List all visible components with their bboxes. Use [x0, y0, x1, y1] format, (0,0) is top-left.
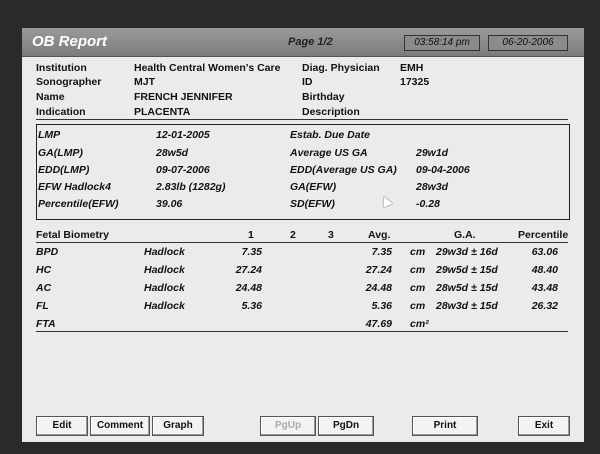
row-avg: 24.48	[365, 282, 392, 294]
efw-value: 2.83lb (1282g)	[156, 181, 226, 193]
id-label: ID	[302, 76, 313, 88]
sd-efw-label: SD(EFW)	[290, 198, 335, 210]
row-unit: cm	[410, 300, 426, 312]
sd-efw-value: -0.28	[416, 198, 440, 210]
row-ga: 29w3d ± 16d	[436, 246, 498, 258]
row-unit: cm	[410, 246, 426, 258]
row-percentile: 26.32	[531, 300, 558, 312]
row-avg: 27.24	[365, 264, 392, 276]
percentile-header: Percentile	[518, 229, 569, 241]
lmp-value: 12-01-2005	[156, 129, 210, 141]
name-label: Name	[36, 91, 65, 103]
diag-physician-label: Diag. Physician	[302, 62, 380, 74]
title-bar	[22, 28, 584, 57]
page-up-button[interactable]: PgUp	[260, 416, 316, 436]
edit-button[interactable]: Edit	[36, 416, 88, 436]
fetal-biometry-label: Fetal Biometry	[36, 229, 109, 241]
time-display: 03:58:14 pm	[404, 35, 480, 51]
percentile-efw-label: Percentile(EFW)	[38, 198, 119, 210]
indication-label: Indication	[36, 106, 86, 118]
row-m1: 24.48	[235, 282, 262, 294]
id-value: 17325	[400, 76, 430, 88]
row-m1: 27.24	[235, 264, 262, 276]
ga-header: G.A.	[454, 229, 476, 241]
avg-header: Avg.	[368, 229, 391, 241]
row-ga: 29w5d ± 15d	[436, 264, 498, 276]
page-indicator: Page 1/2	[288, 36, 333, 48]
row-name: HC	[36, 264, 52, 276]
row-m1: 7.35	[241, 246, 262, 258]
edd-lmp-value: 09-07-2006	[156, 164, 210, 176]
divider	[36, 242, 568, 243]
row-name: FTA	[36, 318, 56, 330]
row-method: Hadlock	[144, 300, 185, 312]
col-3-header: 3	[328, 229, 334, 241]
edd-average-us-ga-value: 09-04-2006	[416, 164, 470, 176]
indication-value: PLACENTA	[134, 106, 191, 118]
divider	[36, 119, 568, 120]
birthday-label: Birthday	[302, 91, 345, 103]
diag-physician-value: EMH	[400, 62, 424, 74]
sonographer-value: MJT	[134, 76, 155, 88]
ob-report-screen	[22, 28, 584, 442]
row-method: Hadlock	[144, 246, 185, 258]
row-unit: cm	[410, 264, 426, 276]
row-percentile: 43.48	[531, 282, 558, 294]
percentile-efw-value: 39.06	[156, 198, 183, 210]
institution-value: Health Central Women's Care	[134, 62, 281, 74]
sonographer-label: Sonographer	[36, 76, 102, 88]
row-m1: 5.36	[241, 300, 262, 312]
estab-due-date-label: Estab. Due Date	[290, 129, 370, 141]
average-us-ga-value: 29w1d	[416, 147, 449, 159]
row-name: BPD	[36, 246, 59, 258]
row-unit: cm	[410, 282, 426, 294]
graph-button[interactable]: Graph	[152, 416, 204, 436]
page-down-button[interactable]: PgDn	[318, 416, 374, 436]
comment-button[interactable]: Comment	[90, 416, 150, 436]
col-1-header: 1	[248, 229, 254, 241]
row-avg: 47.69	[365, 318, 392, 330]
row-percentile: 63.06	[531, 246, 558, 258]
print-button[interactable]: Print	[412, 416, 478, 436]
description-label: Description	[302, 106, 360, 118]
row-avg: 5.36	[371, 300, 392, 312]
ga-efw-value: 28w3d	[416, 181, 449, 193]
edd-lmp-label: EDD(LMP)	[38, 164, 90, 176]
efw-label: EFW Hadlock4	[38, 181, 111, 193]
row-unit: cm²	[410, 318, 429, 330]
report-title: OB Report	[32, 33, 107, 50]
ga-lmp-label: GA(LMP)	[38, 147, 83, 159]
divider	[36, 331, 568, 332]
row-ga: 28w3d ± 15d	[436, 300, 498, 312]
institution-label: Institution	[36, 62, 87, 74]
ga-efw-label: GA(EFW)	[290, 181, 337, 193]
exit-button[interactable]: Exit	[518, 416, 570, 436]
edd-average-us-ga-label: EDD(Average US GA)	[290, 164, 397, 176]
name-value: FRENCH JENNIFER	[134, 91, 233, 103]
average-us-ga-label: Average US GA	[290, 147, 368, 159]
date-display: 06-20-2006	[488, 35, 568, 51]
row-avg: 7.35	[371, 246, 392, 258]
row-name: AC	[36, 282, 52, 294]
row-method: Hadlock	[144, 264, 185, 276]
ga-lmp-value: 28w5d	[156, 147, 189, 159]
row-name: FL	[36, 300, 49, 312]
row-ga: 28w5d ± 15d	[436, 282, 498, 294]
lmp-label: LMP	[38, 129, 61, 141]
row-percentile: 48.40	[531, 264, 558, 276]
row-method: Hadlock	[144, 282, 185, 294]
col-2-header: 2	[290, 229, 296, 241]
